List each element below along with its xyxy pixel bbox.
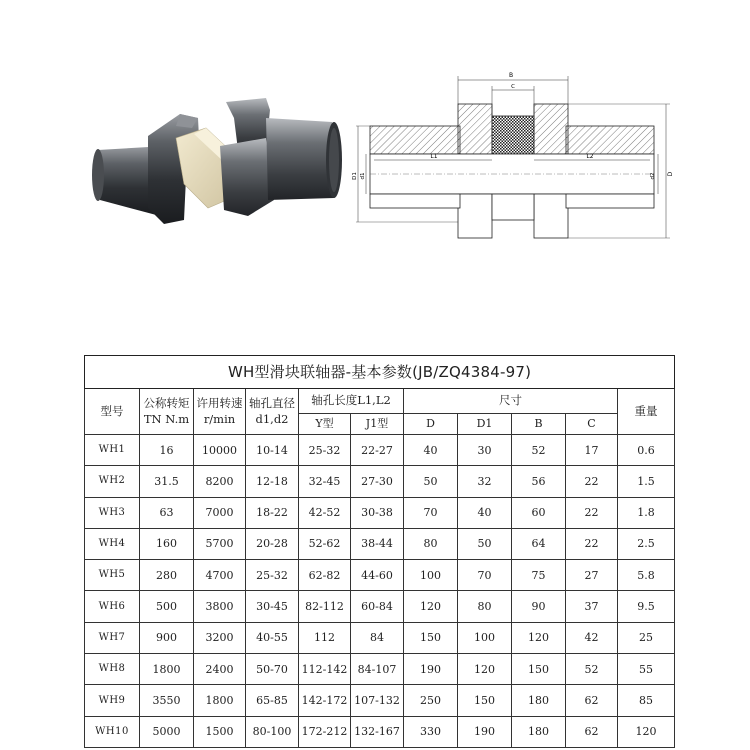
cell-speed: 10000 bbox=[194, 435, 246, 466]
cell-j1: 27-30 bbox=[351, 466, 404, 497]
cell-B: 120 bbox=[512, 622, 566, 653]
table-row bbox=[85, 685, 675, 716]
cell-bore: 25-32 bbox=[246, 560, 299, 591]
cell-y: 62-82 bbox=[299, 560, 351, 591]
label-D: D bbox=[667, 171, 674, 177]
cell-model: WH4 bbox=[85, 528, 140, 559]
cell-D: 70 bbox=[404, 497, 458, 528]
cell-D: 40 bbox=[404, 435, 458, 466]
cell-weight: 85 bbox=[618, 685, 675, 716]
cell-weight: 9.5 bbox=[618, 591, 675, 622]
cell-torque: 1800 bbox=[140, 654, 194, 685]
cell-C: 62 bbox=[566, 685, 618, 716]
cell-B: 180 bbox=[512, 716, 566, 747]
cell-bore: 12-18 bbox=[246, 466, 299, 497]
cell-model: WH1 bbox=[85, 435, 140, 466]
table-row bbox=[85, 622, 675, 653]
parameter-table bbox=[84, 355, 675, 748]
cell-D1: 32 bbox=[458, 466, 512, 497]
table-row bbox=[85, 560, 675, 591]
cell-model: WH10 bbox=[85, 716, 140, 747]
cell-weight: 5.8 bbox=[618, 560, 675, 591]
cell-B: 150 bbox=[512, 654, 566, 685]
cell-D1: 40 bbox=[458, 497, 512, 528]
cell-D1: 70 bbox=[458, 560, 512, 591]
cell-bore: 18-22 bbox=[246, 497, 299, 528]
label-d1: d1 bbox=[360, 172, 366, 180]
cell-y: 32-45 bbox=[299, 466, 351, 497]
cell-weight: 25 bbox=[618, 622, 675, 653]
cell-D: 50 bbox=[404, 466, 458, 497]
cell-weight: 1.5 bbox=[618, 466, 675, 497]
cell-bore: 50-70 bbox=[246, 654, 299, 685]
cell-j1: 30-38 bbox=[351, 497, 404, 528]
cell-speed: 1500 bbox=[194, 716, 246, 747]
cell-torque: 16 bbox=[140, 435, 194, 466]
cell-model: WH7 bbox=[85, 622, 140, 653]
header-D: D bbox=[404, 414, 458, 435]
cell-model: WH5 bbox=[85, 560, 140, 591]
table-row bbox=[85, 435, 675, 466]
cell-B: 75 bbox=[512, 560, 566, 591]
cell-torque: 900 bbox=[140, 622, 194, 653]
cell-y: 42-52 bbox=[299, 497, 351, 528]
cell-torque: 31.5 bbox=[140, 466, 194, 497]
cell-C: 37 bbox=[566, 591, 618, 622]
header-C: C bbox=[566, 414, 618, 435]
cell-y: 172-212 bbox=[299, 716, 351, 747]
cell-D1: 50 bbox=[458, 528, 512, 559]
cell-D1: 150 bbox=[458, 685, 512, 716]
cell-y: 112 bbox=[299, 622, 351, 653]
cell-model: WH8 bbox=[85, 654, 140, 685]
cell-bore: 30-45 bbox=[246, 591, 299, 622]
label-d2: d2 bbox=[650, 172, 656, 180]
cell-speed: 2400 bbox=[194, 654, 246, 685]
header-size-group: 尺寸 bbox=[404, 389, 618, 414]
cell-D: 150 bbox=[404, 622, 458, 653]
cell-y: 52-62 bbox=[299, 528, 351, 559]
cell-C: 22 bbox=[566, 466, 618, 497]
header-speed: 许用转速 r/min bbox=[194, 389, 246, 435]
coupling-product-photo bbox=[88, 88, 350, 238]
cell-model: WH9 bbox=[85, 685, 140, 716]
cell-B: 90 bbox=[512, 591, 566, 622]
cell-C: 52 bbox=[566, 654, 618, 685]
cell-B: 64 bbox=[512, 528, 566, 559]
cell-D1: 30 bbox=[458, 435, 512, 466]
header-weight: 重量 bbox=[618, 389, 675, 435]
cell-j1: 84-107 bbox=[351, 654, 404, 685]
cell-speed: 3200 bbox=[194, 622, 246, 653]
cell-bore: 65-85 bbox=[246, 685, 299, 716]
cell-speed: 1800 bbox=[194, 685, 246, 716]
cell-D1: 190 bbox=[458, 716, 512, 747]
cell-D1: 100 bbox=[458, 622, 512, 653]
cell-speed: 5700 bbox=[194, 528, 246, 559]
table-row bbox=[85, 716, 675, 747]
header-torque: 公称转矩 TN N.m bbox=[140, 389, 194, 435]
label-C: C bbox=[511, 84, 515, 90]
cell-j1: 44-60 bbox=[351, 560, 404, 591]
cell-weight: 55 bbox=[618, 654, 675, 685]
cell-j1: 38-44 bbox=[351, 528, 404, 559]
cell-C: 27 bbox=[566, 560, 618, 591]
cell-weight: 1.8 bbox=[618, 497, 675, 528]
cell-D: 190 bbox=[404, 654, 458, 685]
cell-j1: 60-84 bbox=[351, 591, 404, 622]
cell-speed: 7000 bbox=[194, 497, 246, 528]
cell-y: 82-112 bbox=[299, 591, 351, 622]
cell-C: 42 bbox=[566, 622, 618, 653]
label-D1: D1 bbox=[352, 172, 358, 180]
cell-y: 112-142 bbox=[299, 654, 351, 685]
table-body bbox=[85, 435, 675, 748]
cell-j1: 84 bbox=[351, 622, 404, 653]
cell-D1: 120 bbox=[458, 654, 512, 685]
cell-j1: 22-27 bbox=[351, 435, 404, 466]
cell-torque: 3550 bbox=[140, 685, 194, 716]
cell-torque: 63 bbox=[140, 497, 194, 528]
table-row bbox=[85, 591, 675, 622]
cell-torque: 5000 bbox=[140, 716, 194, 747]
cell-j1: 107-132 bbox=[351, 685, 404, 716]
cell-y: 25-32 bbox=[299, 435, 351, 466]
cell-D: 80 bbox=[404, 528, 458, 559]
header-bore: 轴孔直径 d1,d2 bbox=[246, 389, 299, 435]
label-L1: L1 bbox=[430, 153, 438, 160]
cell-D1: 80 bbox=[458, 591, 512, 622]
coupling-section-drawing bbox=[350, 64, 675, 254]
cell-weight: 2.5 bbox=[618, 528, 675, 559]
header-D1: D1 bbox=[458, 414, 512, 435]
cell-model: WH3 bbox=[85, 497, 140, 528]
cell-model: WH2 bbox=[85, 466, 140, 497]
cell-D: 250 bbox=[404, 685, 458, 716]
cell-torque: 280 bbox=[140, 560, 194, 591]
cell-bore: 40-55 bbox=[246, 622, 299, 653]
cell-speed: 8200 bbox=[194, 466, 246, 497]
header-length-group: 轴孔长度L1,L2 bbox=[299, 389, 404, 414]
cell-speed: 3800 bbox=[194, 591, 246, 622]
cell-B: 52 bbox=[512, 435, 566, 466]
cell-j1: 132-167 bbox=[351, 716, 404, 747]
label-L2: L2 bbox=[586, 153, 594, 160]
cell-B: 180 bbox=[512, 685, 566, 716]
cell-B: 60 bbox=[512, 497, 566, 528]
cell-D: 120 bbox=[404, 591, 458, 622]
cell-B: 56 bbox=[512, 466, 566, 497]
header-B: B bbox=[512, 414, 566, 435]
cell-torque: 160 bbox=[140, 528, 194, 559]
cell-y: 142-172 bbox=[299, 685, 351, 716]
cell-C: 62 bbox=[566, 716, 618, 747]
cell-D: 100 bbox=[404, 560, 458, 591]
cell-D: 330 bbox=[404, 716, 458, 747]
table-row bbox=[85, 528, 675, 559]
cell-model: WH6 bbox=[85, 591, 140, 622]
table-row bbox=[85, 654, 675, 685]
header-model: 型号 bbox=[85, 389, 140, 435]
cell-C: 22 bbox=[566, 497, 618, 528]
cell-torque: 500 bbox=[140, 591, 194, 622]
cell-speed: 4700 bbox=[194, 560, 246, 591]
cell-C: 22 bbox=[566, 528, 618, 559]
header-j1-type: J1型 bbox=[351, 414, 404, 435]
cell-weight: 120 bbox=[618, 716, 675, 747]
table-row bbox=[85, 466, 675, 497]
cell-bore: 80-100 bbox=[246, 716, 299, 747]
table-row bbox=[85, 497, 675, 528]
table-title: WH型滑块联轴器-基本参数(JB/ZQ4384-97) bbox=[85, 356, 675, 389]
cell-weight: 0.6 bbox=[618, 435, 675, 466]
cell-bore: 20-28 bbox=[246, 528, 299, 559]
label-B: B bbox=[508, 72, 514, 79]
header-y-type: Y型 bbox=[299, 414, 351, 435]
cell-C: 17 bbox=[566, 435, 618, 466]
cell-bore: 10-14 bbox=[246, 435, 299, 466]
